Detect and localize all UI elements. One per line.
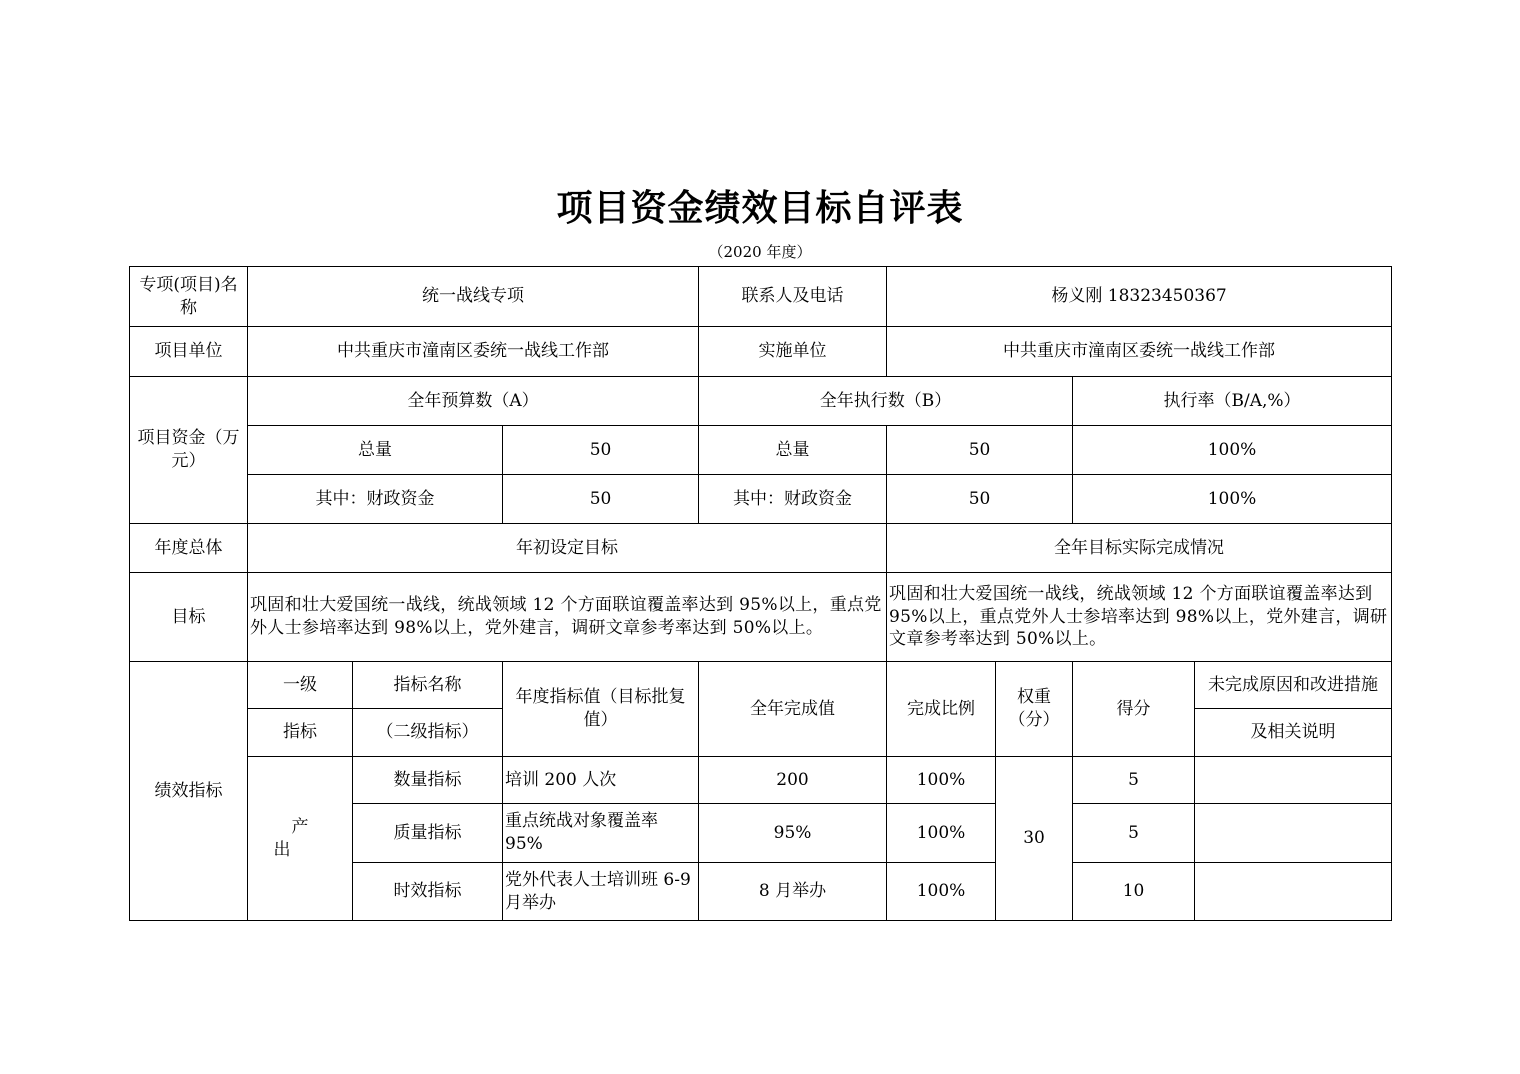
perf-h-score: 得分 [1073,662,1195,757]
perf-row-annual: 党外代表人士培训班 6-9 月举办 [503,863,699,921]
funds-fiscal-exec-label: 其中：财政资金 [699,475,887,524]
funds-total-label: 总量 [248,426,503,475]
funds-fiscal-rate: 100% [1073,475,1392,524]
row-project-name [130,267,1392,327]
perf-row-annual: 培训 200 人次 [503,757,699,804]
row-funds-total [130,426,1392,475]
perf-row-reason [1195,804,1392,863]
goal-label-top: 年度总体 [130,524,248,573]
row-goal-header [130,524,1392,573]
row-funds-header [130,377,1392,426]
perf-row-reason [1195,863,1392,921]
goal-set-text: 巩固和壮大爱国统一战线，统战领域 12 个方面联谊覆盖率达到 95%以上，重点党外人士参培率达到 98%以上，党外建言，调研文章参考率达到 50%以上。 [248,573,887,662]
budget-header: 全年预算数（A） [248,377,699,426]
perf-row-reason [1195,757,1392,804]
perf-weight: 30 [996,757,1073,921]
contact-label: 联系人及电话 [699,267,887,327]
perf-h-weight: 权重（分） [996,662,1073,757]
perf-h-name-b: （二级指标） [353,709,503,757]
row-perf-header-1 [130,662,1392,709]
goal-actual-header: 全年目标实际完成情况 [887,524,1392,573]
funds-total-budget: 50 [503,426,699,475]
goal-actual-text: 巩固和壮大爱国统一战线，统战领域 12 个方面联谊覆盖率达到 95%以上，重点党外人士参培率达到 98%以上，党外建言，调研文章参考率达到 50%以上。 [887,573,1392,662]
perf-row-name: 数量指标 [353,757,503,804]
perf-h-reason-b: 及相关说明 [1195,709,1392,757]
perf-h-name-a: 指标名称 [353,662,503,709]
page-title: 项目资金绩效目标自评表 [556,187,964,229]
funds-total-exec: 50 [887,426,1073,475]
perf-row-ratio: 100% [887,757,996,804]
perf-group-output: 产出 [248,757,353,921]
funds-fiscal-exec: 50 [887,475,1073,524]
perf-row-ratio: 100% [887,804,996,863]
impl-unit-value: 中共重庆市潼南区委统一战线工作部 [887,327,1392,377]
evaluation-table [129,266,1392,921]
project-unit-label: 项目单位 [130,327,248,377]
table-row [130,757,1392,804]
funds-fiscal-budget: 50 [503,475,699,524]
perf-h-level1-a: 一级 [248,662,353,709]
exec-header: 全年执行数（B） [699,377,1073,426]
perf-row-complete: 8 月举办 [699,863,887,921]
row-funds-fiscal [130,475,1392,524]
funds-label: 项目资金（万元） [130,377,248,524]
perf-h-annual: 年度指标值（目标批复值） [503,662,699,757]
perf-row-complete: 95% [699,804,887,863]
perf-row-ratio: 100% [887,863,996,921]
project-unit-value: 中共重庆市潼南区委统一战线工作部 [248,327,699,377]
project-name-label: 专项(项目)名称 [130,267,248,327]
impl-unit-label: 实施单位 [699,327,887,377]
funds-total-exec-label: 总量 [699,426,887,475]
funds-fiscal-label: 其中：财政资金 [248,475,503,524]
row-project-unit [130,327,1392,377]
perf-row-score: 5 [1073,757,1195,804]
perf-h-reason-a: 未完成原因和改进措施 [1195,662,1392,709]
goal-label-bottom: 目标 [130,573,248,662]
year-subtitle: （2020 年度） [708,243,812,261]
rate-header: 执行率（B/A,%） [1073,377,1392,426]
perf-h-complete: 全年完成值 [699,662,887,757]
perf-row-annual: 重点统战对象覆盖率 95% [503,804,699,863]
perf-row-name: 质量指标 [353,804,503,863]
contact-value: 杨义刚 18323450367 [887,267,1392,327]
perf-h-ratio: 完成比例 [887,662,996,757]
perf-row-score: 5 [1073,804,1195,863]
row-goal-text [130,573,1392,662]
perf-label: 绩效指标 [130,662,248,921]
goal-set-header: 年初设定目标 [248,524,887,573]
project-name-value: 统一战线专项 [248,267,699,327]
perf-h-level1-b: 指标 [248,709,353,757]
perf-row-complete: 200 [699,757,887,804]
funds-total-rate: 100% [1073,426,1392,475]
perf-row-name: 时效指标 [353,863,503,921]
perf-row-score: 10 [1073,863,1195,921]
